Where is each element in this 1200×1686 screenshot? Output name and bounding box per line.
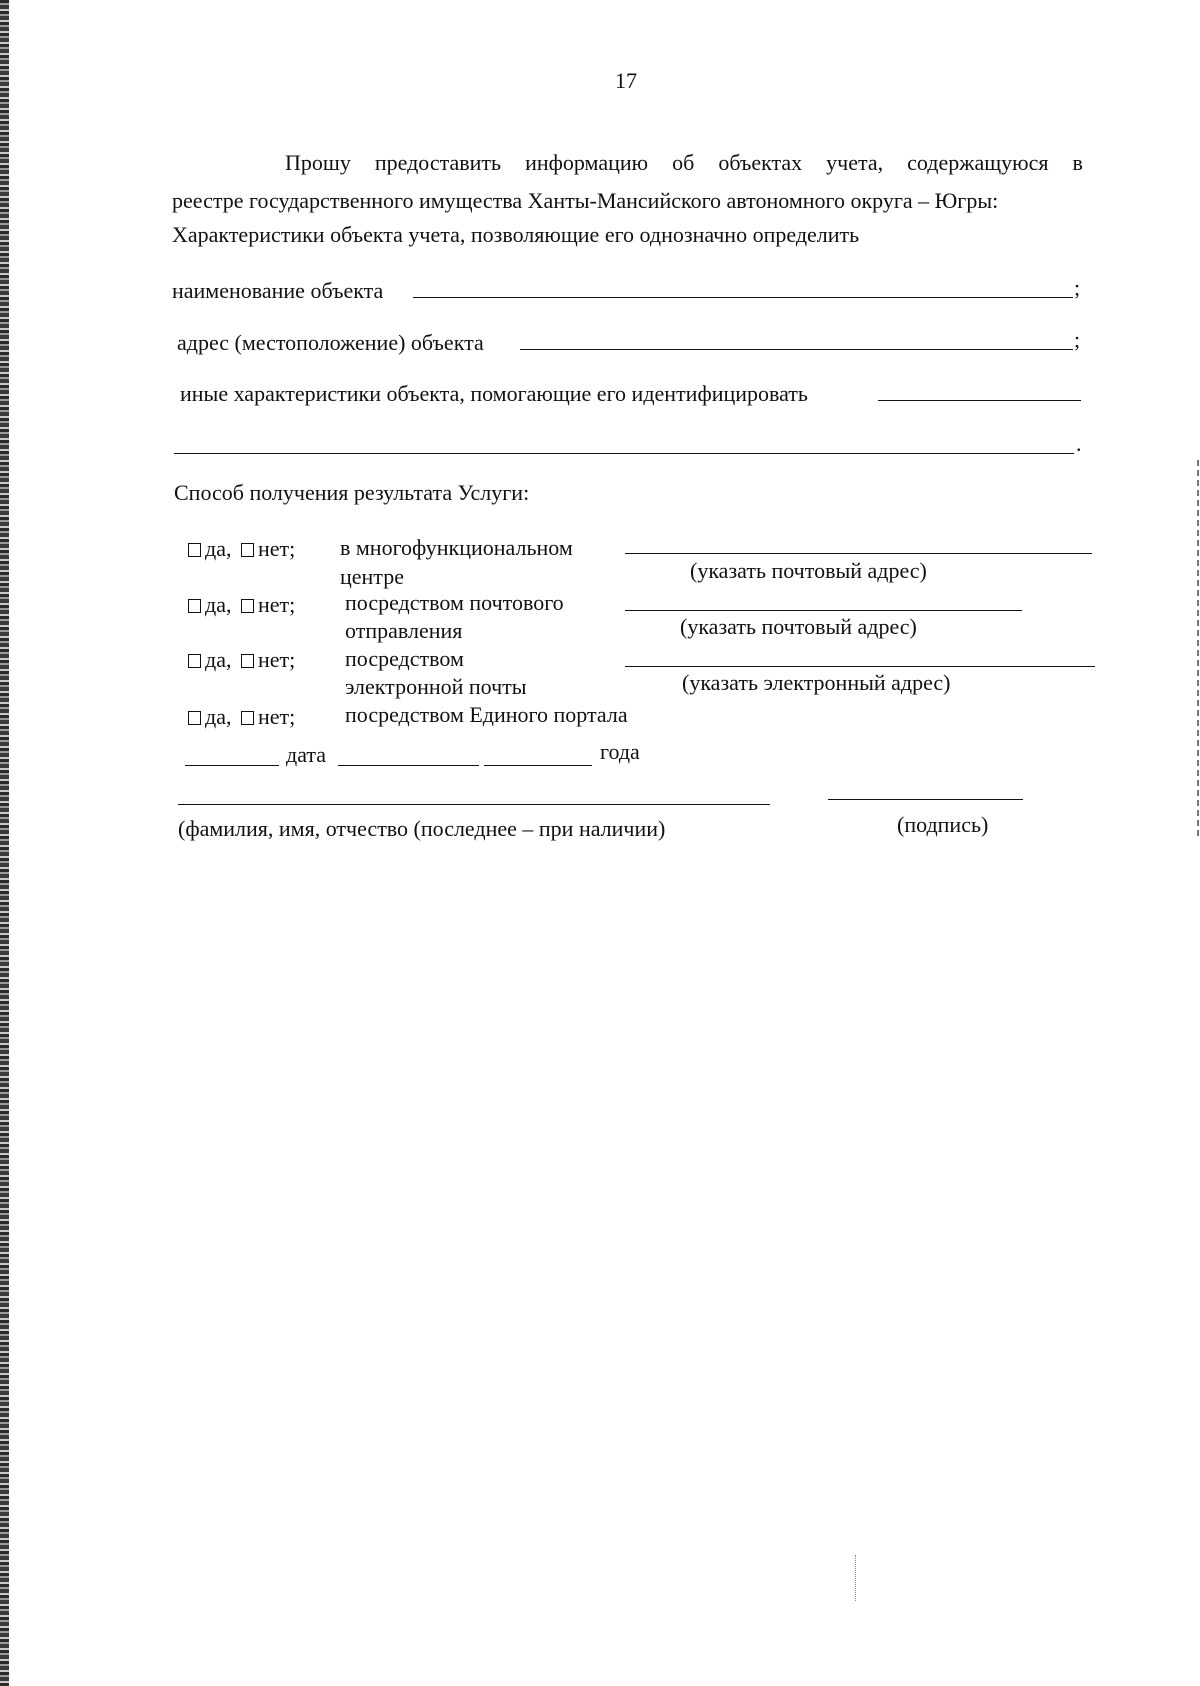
option-portal-line1: посредством Единого портала <box>345 702 628 727</box>
object-address-field[interactable] <box>520 349 1073 350</box>
yes-checkbox[interactable] <box>188 711 201 725</box>
scan-edge-right <box>1197 460 1199 840</box>
other-characteristics-field-2[interactable] <box>174 453 1074 454</box>
scan-edge <box>0 0 9 1686</box>
option-email-hint: (указать электронный адрес) <box>682 670 951 695</box>
signature-field[interactable] <box>828 799 1023 800</box>
intro-line-3: Характеристики объекта учета, позволяющие его однозначно определить <box>172 222 860 247</box>
option-email-line2: электронной почты <box>345 674 527 699</box>
day-field[interactable] <box>185 765 279 766</box>
option-mfc-address-field[interactable] <box>625 553 1092 554</box>
intro-line-1: Прошу предоставить информацию об объектах учета, содержащуюся в <box>285 150 1083 175</box>
object-name-field[interactable] <box>413 297 1073 298</box>
date-field[interactable] <box>338 765 479 766</box>
fio-caption: (фамилия, имя, отчество (последнее – при наличии) <box>178 816 666 841</box>
option-portal-choices: да, нет; <box>188 704 295 730</box>
option-post-choices: да, нет; <box>188 592 295 618</box>
no-checkbox[interactable] <box>241 654 254 668</box>
object-address-label: адрес (местоположение) объекта <box>177 330 484 355</box>
scan-artifact <box>855 1555 857 1601</box>
signature-caption: (подпись) <box>897 812 989 837</box>
page-number: 17 <box>615 68 637 93</box>
no-checkbox[interactable] <box>241 543 254 557</box>
other-characteristics-field[interactable] <box>878 400 1081 401</box>
fio-field[interactable] <box>178 804 770 805</box>
option-mfc-line1: в многофункциональном <box>340 535 573 560</box>
other-characteristics-end: . <box>1076 431 1082 456</box>
option-post-address-field[interactable] <box>625 610 1022 611</box>
yes-checkbox[interactable] <box>188 654 201 668</box>
object-name-label: наименование объекта <box>172 278 384 303</box>
year-field[interactable] <box>484 765 592 766</box>
option-post-hint: (указать почтовый адрес) <box>680 614 917 639</box>
no-checkbox[interactable] <box>241 711 254 725</box>
year-label: года <box>600 739 640 764</box>
option-mfc-line2: центре <box>340 564 404 589</box>
date-label: дата <box>286 742 327 767</box>
option-email-choices: да, нет; <box>188 647 295 673</box>
yes-checkbox[interactable] <box>188 599 201 613</box>
intro-line-2: реестре государственного имущества Ханты-Мансийского автономного округа – Югры: <box>172 188 999 213</box>
option-mfc-hint: (указать почтовый адрес) <box>690 558 927 583</box>
option-post-line1: посредством почтового <box>345 590 564 615</box>
option-post-line2: отправления <box>345 618 463 643</box>
object-name-end: ; <box>1074 275 1081 300</box>
no-checkbox[interactable] <box>241 599 254 613</box>
delivery-heading: Способ получения результата Услуги: <box>174 480 530 505</box>
object-address-end: ; <box>1074 327 1081 352</box>
option-email-address-field[interactable] <box>625 666 1095 667</box>
yes-checkbox[interactable] <box>188 543 201 557</box>
option-email-line1: посредством <box>345 646 464 671</box>
other-characteristics-label: иные характеристики объекта, помогающие его идентифицировать <box>180 381 808 406</box>
option-mfc-choices: да, нет; <box>188 536 295 562</box>
